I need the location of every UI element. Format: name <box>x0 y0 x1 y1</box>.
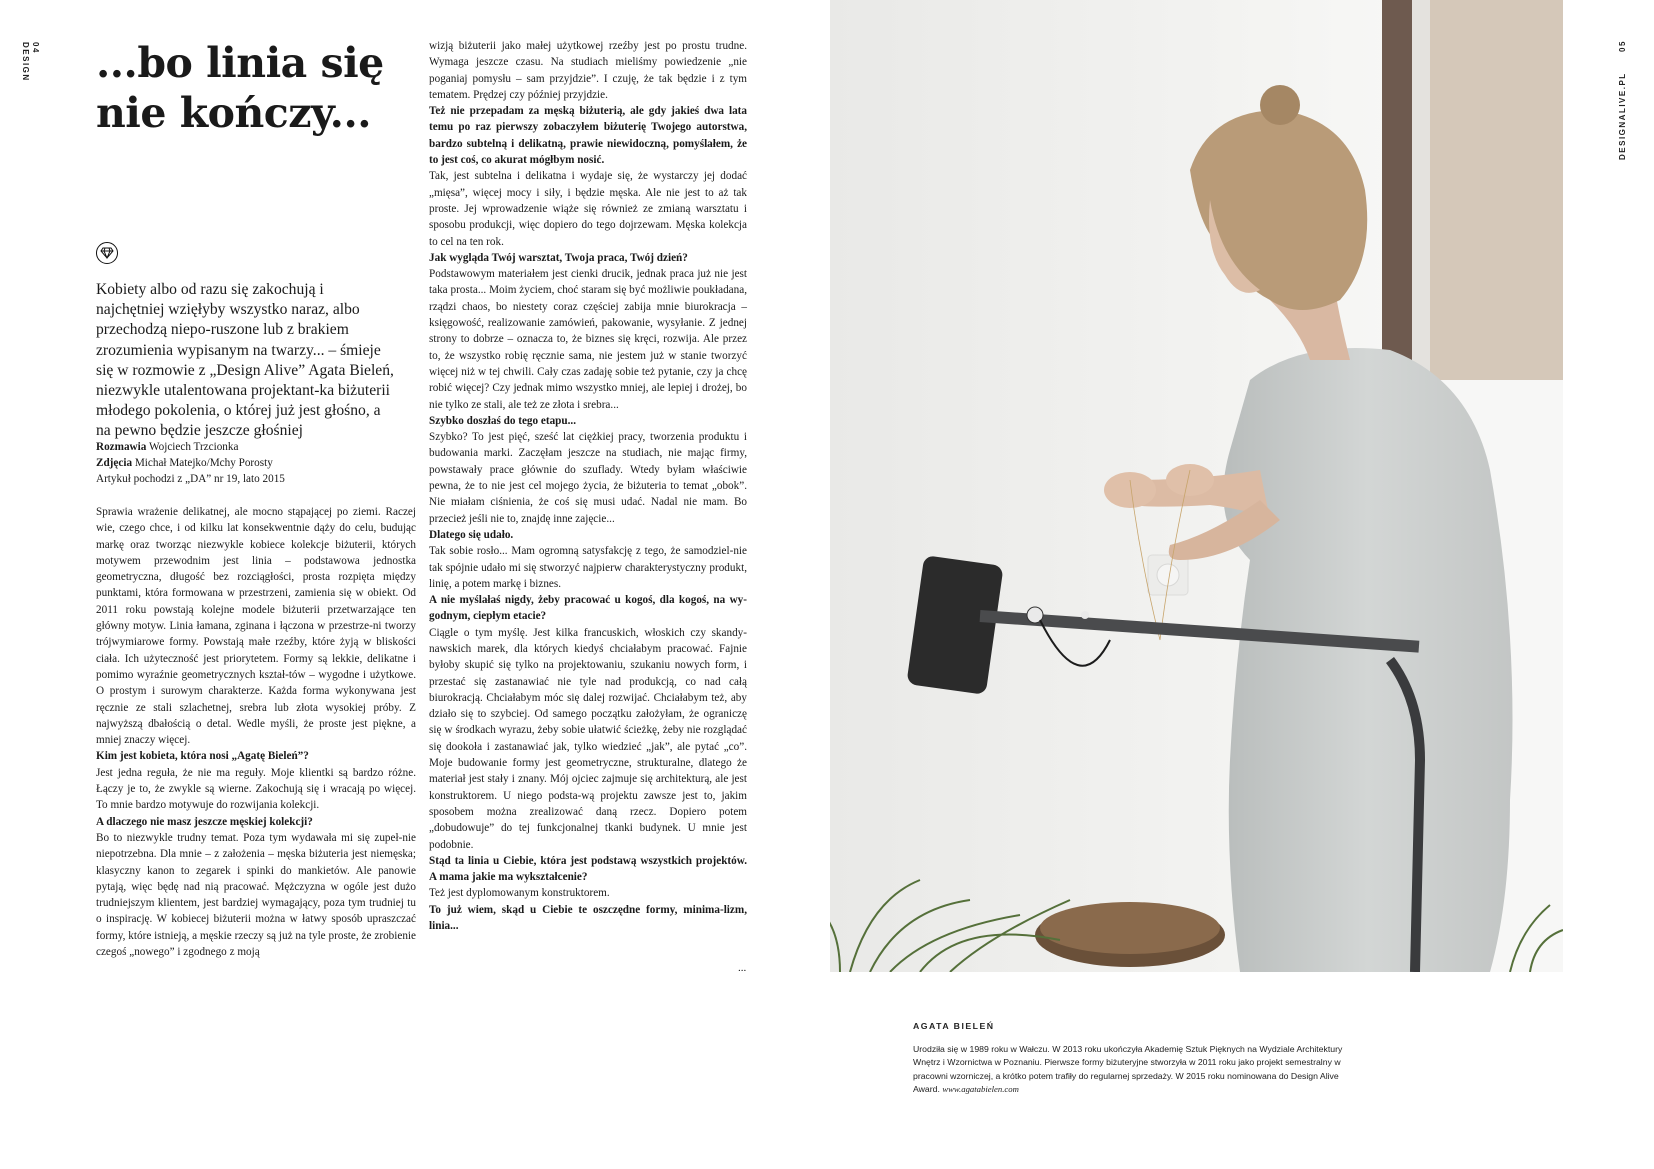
interview-paragraph: Tak sobie rosło... Mam ogromną satysfakcję z tego, że samodziel-nie tak spójnie udało mi się stworzyć najpierw charakterystyczny produkt, linię, a potem markę i biznes. <box>429 545 747 590</box>
interview-paragraph: Podstawowym materiałem jest cienki drucik, jednak praca już nie jest taka prosta... Moim życiem, choć staram się być możliwie poukładana, rządzi chaos, bo niestety coraz częściej zabija mnie biurokracja – księgowość, realizowanie zamówień, pakowanie, wysyłanie. Z jednej strony to dobrze – oznacza to, że biznes się kręci, rozwija. Ale przez to, że wszystko robię ręcznie sama, nie jestem już w stanie tworzyć więcej niż w tej chwili. Cały czas zadaję sobie też pytanie, czy ja chcę robić więcej? Czy jednak mimo wszystko mniej, ale lepiej i drożej, bo nie tylko ze stali, ale też ze złota i srebra... <box>429 268 747 411</box>
portrait-photo <box>830 0 1563 972</box>
lead-paragraph <box>96 280 396 442</box>
interview-question: Stąd ta linia u Ciebie, która jest podstawą wszystkich projektów. A mama jakie ma wykształcenie? <box>429 854 747 884</box>
credit-source: Artykuł pochodzi z „DA” nr 19, lato 2015 <box>96 473 285 485</box>
credit-label: Rozmawia <box>96 441 147 453</box>
page-number-left: 04 <box>31 42 40 54</box>
interview-question: Jak wygląda Twój warsztat, Twoja praca, Twój dzień? <box>429 251 688 264</box>
credit-label: Zdjęcia <box>96 457 133 469</box>
article-title <box>96 38 426 138</box>
interview-question: A nie myślałaś nigdy, żeby pracować u kogoś, dla kogoś, na wy-godnym, ciepłym etacie? <box>429 594 747 623</box>
section-label: DESIGN <box>21 42 30 82</box>
photo-illustration <box>830 0 1563 972</box>
interview-paragraph: Też jest dyplomowanym konstruktorem. <box>429 887 610 900</box>
credit-name: Wojciech Trzcionka <box>148 441 239 453</box>
interview-question: A dlaczego nie masz jeszcze męskiej kolekcji? <box>96 815 313 828</box>
title-line: nie kończy... <box>96 89 371 137</box>
interview-paragraph: Sprawia wrażenie delikatnej, ale mocno stąpającej po ziemi. Raczej wie, czego chce, i od kilku lat konsekwentnie dąży do celu, budując markę oraz tworząc niezwykle kobiece kolekcje biżuterii, których motywem przewodnim jest linia – podstawowa jednostka geometryczna, długość bez rozciągłości, prosta rozpięta między punktami, która formowana w przestrzeni, zamienia się w obiekt. Od 2011 roku powstają kolejne modele biżuterii przetwarzające ten główny motyw. Linia łamana, zginana i łączona w przestrze-ni tworzy trójwymiarowe formy. Powstają małe rzeźby, które żyją w bliskości ciała. Ich użyteczność jest priorytetem. Formy są lekkie, delikatne i pomimo wyraźnie geometrycznych kształ-tów – wygodne i użytkowe. O prostym i surowym charakterze. Każda forma wykonywana jest ręcznie ze stali szlachetnej, srebra lub złota wysokiej próby. Z najwyższą dbałością o detal. Wedle myśli, że proste jest piękne, a mniej znaczy więcej. <box>96 506 416 747</box>
body-column-1 <box>96 504 416 960</box>
interview-paragraph: Bo to niezwykle trudny temat. Poza tym wydawała mi się zupeł-nie niepotrzebna. Dla mnie – z założenia – męska biżuteria jest niemęska; klasyczny kanon to zegarek i spinki do mankietów. Ale panowie pytają, więc będę nad nią pracować. Mężczyzna w ogóle jest dużo trudniejszym klientem, jest bardziej wymagający, poza tym trudniej tu o inspirację. W kobiecej biżuterii można w łatwy sposób upraszczać formy, które istnieją, a męskie rzeczy są już na tyle proste, że zrobienie czegoś „nowego” i zgodnego z moją <box>96 831 416 959</box>
caption-text <box>913 1043 1353 1097</box>
credit-name: Michał Matejko/Mchy Porosty <box>134 457 273 469</box>
interview-paragraph: Ciągle o tym myślę. Jest kilka francuskich, włoskich czy skandy-nawskich marek, dla których kiedyś chciałabym pracować. Fajnie byłoby skupić się tylko na projektowaniu, szukaniu nowych form, i przestać się zastanawiać nie tyle nad produkcją, co nad całą biurokracją. Chciałabym móc się dalej rozwijać. Chciałabym też, aby działo się to szybciej. Od samego początku założyłam, że ograniczę się w środkach wyrazu, żeby sobie ułatwić ścieżkę, żeby nie rozglądać się dookoła i zastanawiać jak, tylko wiedzieć „jak”, ale pytać „co”. Moje budowanie formy jest geometryczne, strukturalne, dlatego że materiał jest stały i znany. Mój ojciec zajmuje się architekturą, ale jest konstruktorem. U niego podsta-wą projektu zawsze jest to, jakim sposobem można zrealizować daną rzecz. Dopiero potem „dobudowuje” do tej funkcjonalnej tkanki budynek. U mnie jest podobnie. <box>429 626 747 851</box>
interview-question: Kim jest kobieta, która nosi „Agatę Bieleń”? <box>96 750 309 763</box>
interview-paragraph: Jest jedna reguła, że nie ma reguły. Moje klientki są bardzo różne. Łączy je to, że zwykle są wierne. Zakochują się i wracają po więcej. To mnie bardzo motywuje do rozwijania kolekcji. <box>96 766 416 812</box>
caption-name: AGATA BIELEŃ <box>913 1021 995 1031</box>
interview-question: Dlatego się udało. <box>429 528 514 541</box>
continuation-mark: ... <box>738 962 747 974</box>
lead-text: Kobiety albo od razu się zakochują i najchętniej wzięłyby wszystko naraz, albo przechodzą niepo-ruszone lub z brakiem zrozumienia wypisanym na twarzy... – śmieje się w rozmowie z „Design Alive” Agata Bieleń, niezwykle utalentowana projektant-ka biżuterii młodego pokolenia, o której już jest głośno, a na pewno będzie jeszcze głośniej <box>96 281 394 440</box>
title-line: ...bo linia się <box>96 39 384 87</box>
interview-paragraph: Tak, jest subtelna i delikatna i wydaje się, że wystarczy jej dodać „mięsa”, więcej mocy i siły, i będzie męska. Ale nie jest to aż tak proste. Jej wprowadzenie wiąże się również ze zmianą warsztatu i sposobu produkcji, więc dopiero do tego dojrzewam. Męska kolekcja to cel na ten rok. <box>429 170 747 248</box>
interview-question: To już wiem, skąd u Ciebie te oszczędne formy, minima-lizm, linia... <box>429 903 747 933</box>
interview-paragraph: wizją biżuterii jako małej użytkowej rzeźby jest po prostu trudne. Wymaga jeszcze czasu. Na studiach mieliśmy powiedzenie „nie poganiaj pomysłu – sam przyjdzie”. I czuję, że tak będzie i z tym tematem. Prędzej czy później przyjdzie. <box>429 40 747 101</box>
body-column-2 <box>429 38 747 934</box>
caption-url[interactable]: www.agatabielen.com <box>942 1084 1019 1094</box>
site-label: DESIGNALIVE.PL <box>1618 72 1627 160</box>
credits <box>96 439 396 487</box>
page-number-right: 05 <box>1618 40 1627 52</box>
interview-paragraph: Szybko? To jest pięć, sześć lat ciężkiej pracy, tworzenia produktu i budowania marki. Zaczęłam jeszcze na studiach, nie mając firmy, powstawały prace głównie do szuflady. Wtedy byłam właściwie pewna, że to nie jest cel mojego życia, że biżuteria to temat „obok”. Nie miałam ciśnienia, że coś się musi udać. Nadal nie mam. Bo przecież jeśli nie to, znajdę inne zajęcie... <box>429 431 747 525</box>
interview-question: Szybko doszłaś do tego etapu... <box>429 414 577 427</box>
photo-caption <box>913 1020 1353 1097</box>
interview-question: Też nie przepadam za męską biżuterią, ale gdy jakieś dwa lata temu po raz pierwszy zobaczyłem biżuterię Twojego autorstwa, bardzo subtelną i delikatną, prawie niewidoczną, pomyślałem, że to jest coś, co akurat mógłbym nosić. <box>429 105 747 167</box>
caption-body: Urodziła się w 1989 roku w Wałczu. W 2013 roku ukończyła Akademię Sztuk Pięknych na Wydziale Architektury Wnętrz i Wzornictwa w Poznaniu. Pierwsze formy biżuteryjne stworzyła w 2011 roku jako projekt semestralny w pracowni wzorniczej, a krótko potem trafiły do regularnej sprzedaży. W 2015 roku nominowana do Design Alive Award. <box>913 1043 1343 1094</box>
diamond-icon <box>96 242 118 264</box>
